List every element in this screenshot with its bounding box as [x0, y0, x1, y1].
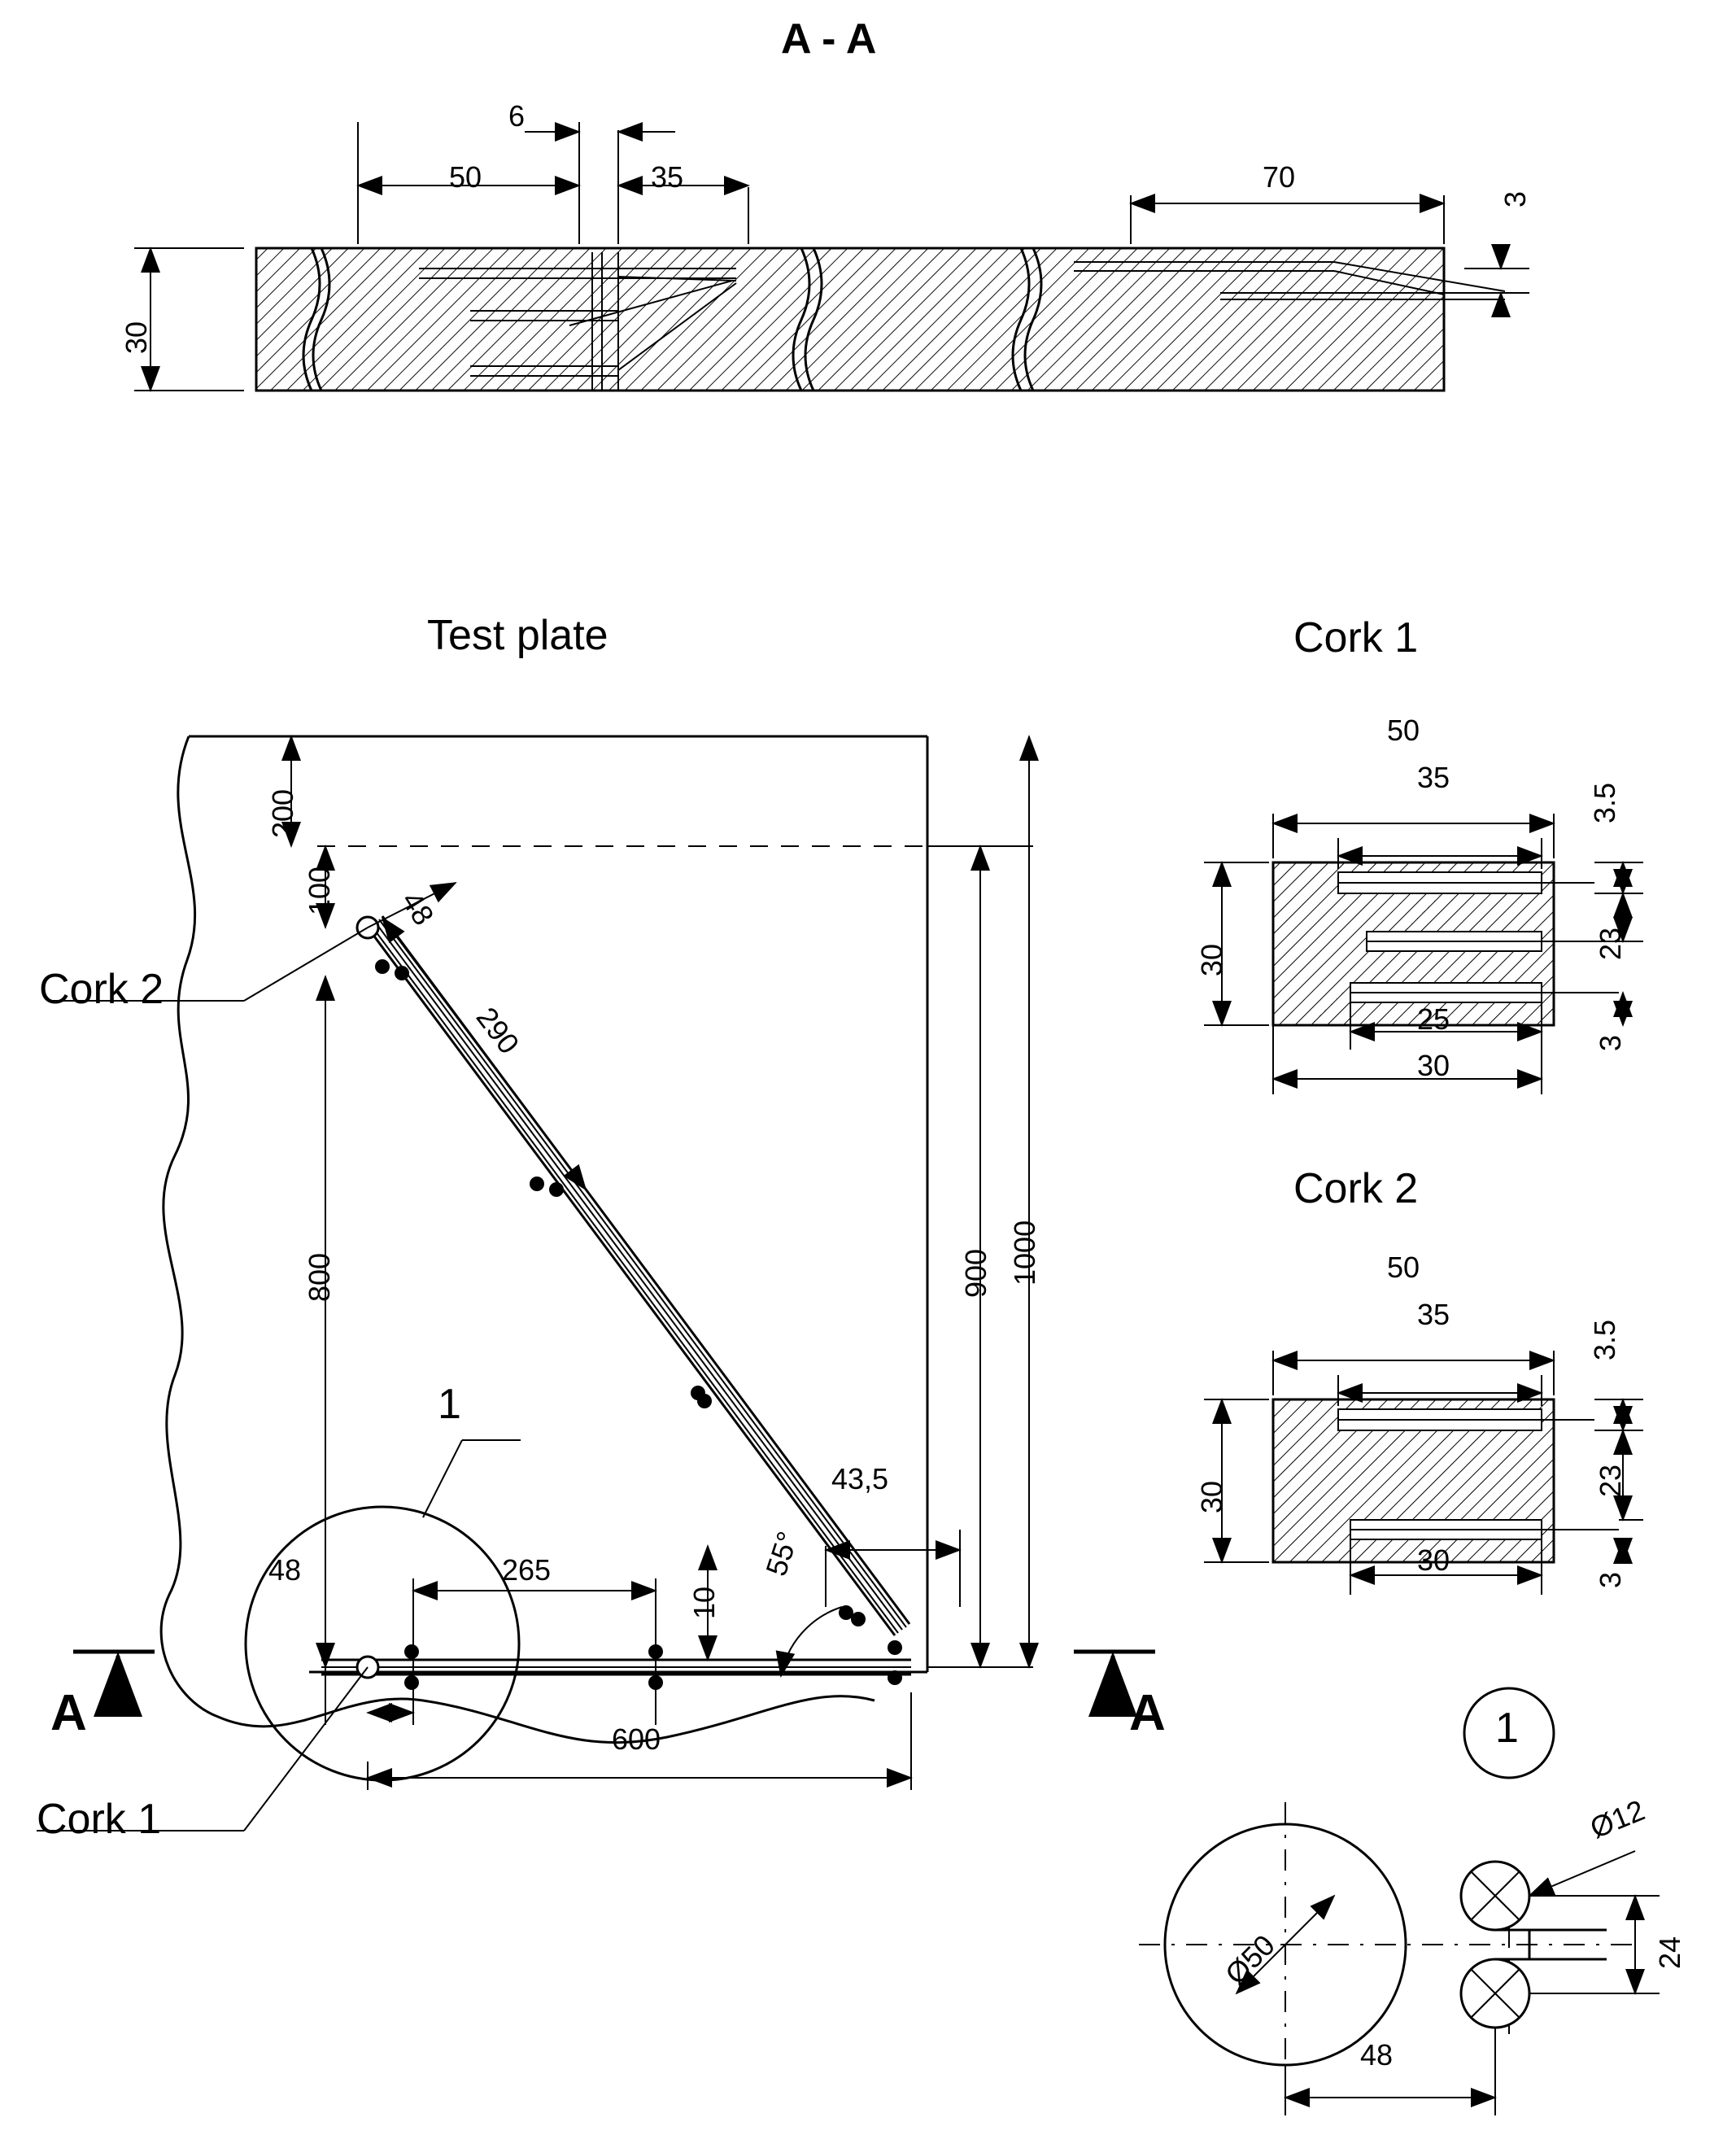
detail1-dim-24: 24: [1653, 1936, 1686, 1969]
view-title-test-plate: Test plate: [427, 612, 608, 659]
detail1-geometry: [1139, 1688, 1660, 2115]
detail1-dim-d12: Ø12: [1585, 1792, 1650, 1845]
cork2-dim-35: 35: [1417, 1298, 1450, 1331]
cork2-dim-50: 50: [1387, 1251, 1420, 1284]
view-title-cork-1: Cork 1: [1293, 614, 1419, 661]
cork1-dim-3: 3: [1594, 1034, 1627, 1051]
detail1-dim-d50: Ø50: [1218, 1928, 1281, 1991]
detail-tag-1: 1: [438, 1381, 461, 1428]
dim-900: 900: [959, 1248, 992, 1298]
cork1-dim-23: 23: [1594, 927, 1627, 960]
dim-48-bottom: 48: [268, 1553, 302, 1587]
view-title-cork-2: Cork 2: [1293, 1165, 1419, 1212]
dim-100: 100: [303, 866, 336, 915]
cork1-dim-35: 35: [1417, 761, 1450, 794]
dim-angle-55: 55°: [759, 1527, 805, 1580]
section-title-aa: A - A: [781, 15, 877, 63]
cork1-dim-30-bottom: 30: [1417, 1049, 1450, 1082]
dim-290: 290: [469, 1001, 526, 1060]
cork2-dim-3: 3: [1594, 1571, 1627, 1588]
cork2-dim-3-5: 3.5: [1588, 1319, 1621, 1360]
detail1-bubble-label: 1: [1495, 1705, 1519, 1752]
dim-48-top: 48: [395, 885, 441, 932]
cork2-dim-30-left: 30: [1195, 1480, 1228, 1513]
callout-cork-2: Cork 2: [39, 966, 164, 1013]
dim-600: 600: [612, 1722, 661, 1756]
cork1-dim-50: 50: [1387, 714, 1420, 747]
dim-200: 200: [266, 788, 299, 838]
dim-10: 10: [687, 1586, 721, 1619]
dim-3-aa: 3: [1498, 190, 1532, 207]
dim-50-aa: 50: [449, 160, 482, 194]
cork2-dim-23: 23: [1594, 1464, 1627, 1497]
cork1-dim-3-5: 3.5: [1588, 782, 1621, 823]
dim-30-aa: 30: [120, 321, 153, 354]
cork1-dim-30-left: 30: [1195, 943, 1228, 976]
dim-800: 800: [303, 1252, 336, 1302]
dim-1000: 1000: [1008, 1220, 1041, 1286]
dim-6: 6: [508, 99, 526, 133]
section-mark-a-right: A: [1129, 1685, 1166, 1741]
dim-70-aa: 70: [1263, 160, 1296, 194]
section-mark-a-left: A: [50, 1685, 87, 1741]
detail1-dim-48: 48: [1360, 2038, 1394, 2072]
dim-35-aa: 35: [651, 160, 684, 194]
callout-cork-1: Cork 1: [37, 1796, 162, 1843]
cork2-dim-30-bottom: 30: [1417, 1543, 1450, 1577]
dim-265: 265: [502, 1553, 552, 1587]
section-aa-geometry: [134, 122, 1532, 391]
dim-43-5: 43,5: [831, 1462, 889, 1495]
cork1-dim-25: 25: [1417, 1002, 1450, 1036]
